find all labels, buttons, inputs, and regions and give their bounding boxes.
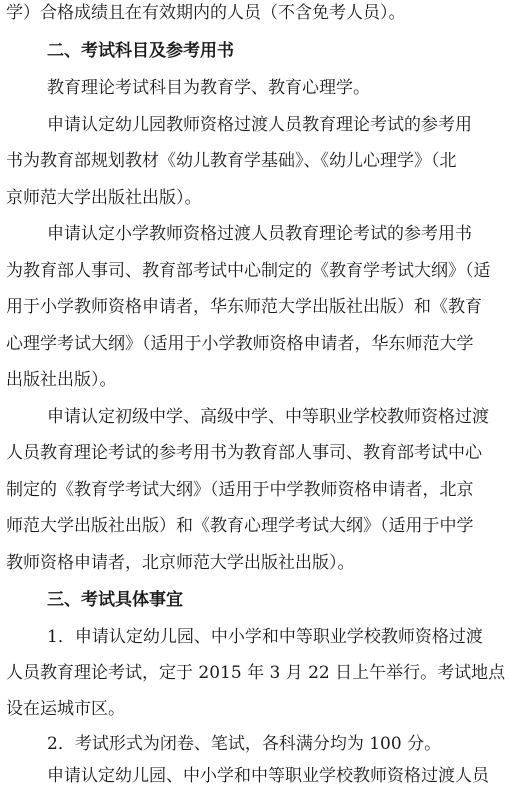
text-line: 为教育部人事司、教育部考试中心制定的《教育学考试大纲》（适 xyxy=(6,261,491,281)
text-line: 用于小学教师资格申请者，华东师范大学出版社出版）和《教育 xyxy=(6,297,482,317)
text-line: 学）合格成绩且在有效期内的人员（不含免考人员）。 xyxy=(6,3,406,23)
text-line: 京师范大学出版社出版）。 xyxy=(6,188,202,208)
text-line: 1．申请认定幼儿园、中小学和中等职业学校教师资格过渡 xyxy=(47,627,483,647)
text-line: 教育理论考试科目为教育学、教育心理学。 xyxy=(47,78,370,98)
text-line: 教师资格申请者，北京师范大学出版社出版）。 xyxy=(6,553,355,573)
text-line: 设在运城市区。 xyxy=(6,699,125,719)
text-line: 申请认定幼儿园教师资格过渡人员教育理论考试的参考用 xyxy=(47,115,472,135)
text-line: 心理学考试大纲》（适用于小学教师资格申请者，华东师范大学 xyxy=(6,334,474,354)
text-line: 制定的《教育学考试大纲》（适用于中学教师资格申请者，北京 xyxy=(6,480,474,500)
text-line: 2．考试形式为闭卷、笔试，各科满分均为 100 分。 xyxy=(47,734,442,754)
text-line: 人员教育理论考试的参考用书为教育部人事司、教育部考试中心 xyxy=(6,443,482,463)
text-line: 书为教育部规划教材《幼儿教育学基础》、《幼儿心理学》（北 xyxy=(6,151,457,171)
section-heading: 二、考试科目及参考用书 xyxy=(47,41,234,61)
text-line: 申请认定幼儿园、中小学和中等职业学校教师资格过渡人员 xyxy=(47,766,489,786)
text-line: 师范大学出版社出版）和《教育心理学考试大纲》（适用于中学 xyxy=(6,516,474,536)
text-line: 申请认定小学教师资格过渡人员教育理论考试的参考用书 xyxy=(47,224,472,244)
text-line: 人员教育理论考试，定于 2015 年 3 月 22 日上午举行。考试地点 xyxy=(6,663,506,683)
section-heading: 三、考试具体事宜 xyxy=(47,590,183,610)
text-line: 申请认定初级中学、高级中学、中等职业学校教师资格过渡 xyxy=(47,407,489,427)
text-line: 出版社出版）。 xyxy=(6,370,117,390)
